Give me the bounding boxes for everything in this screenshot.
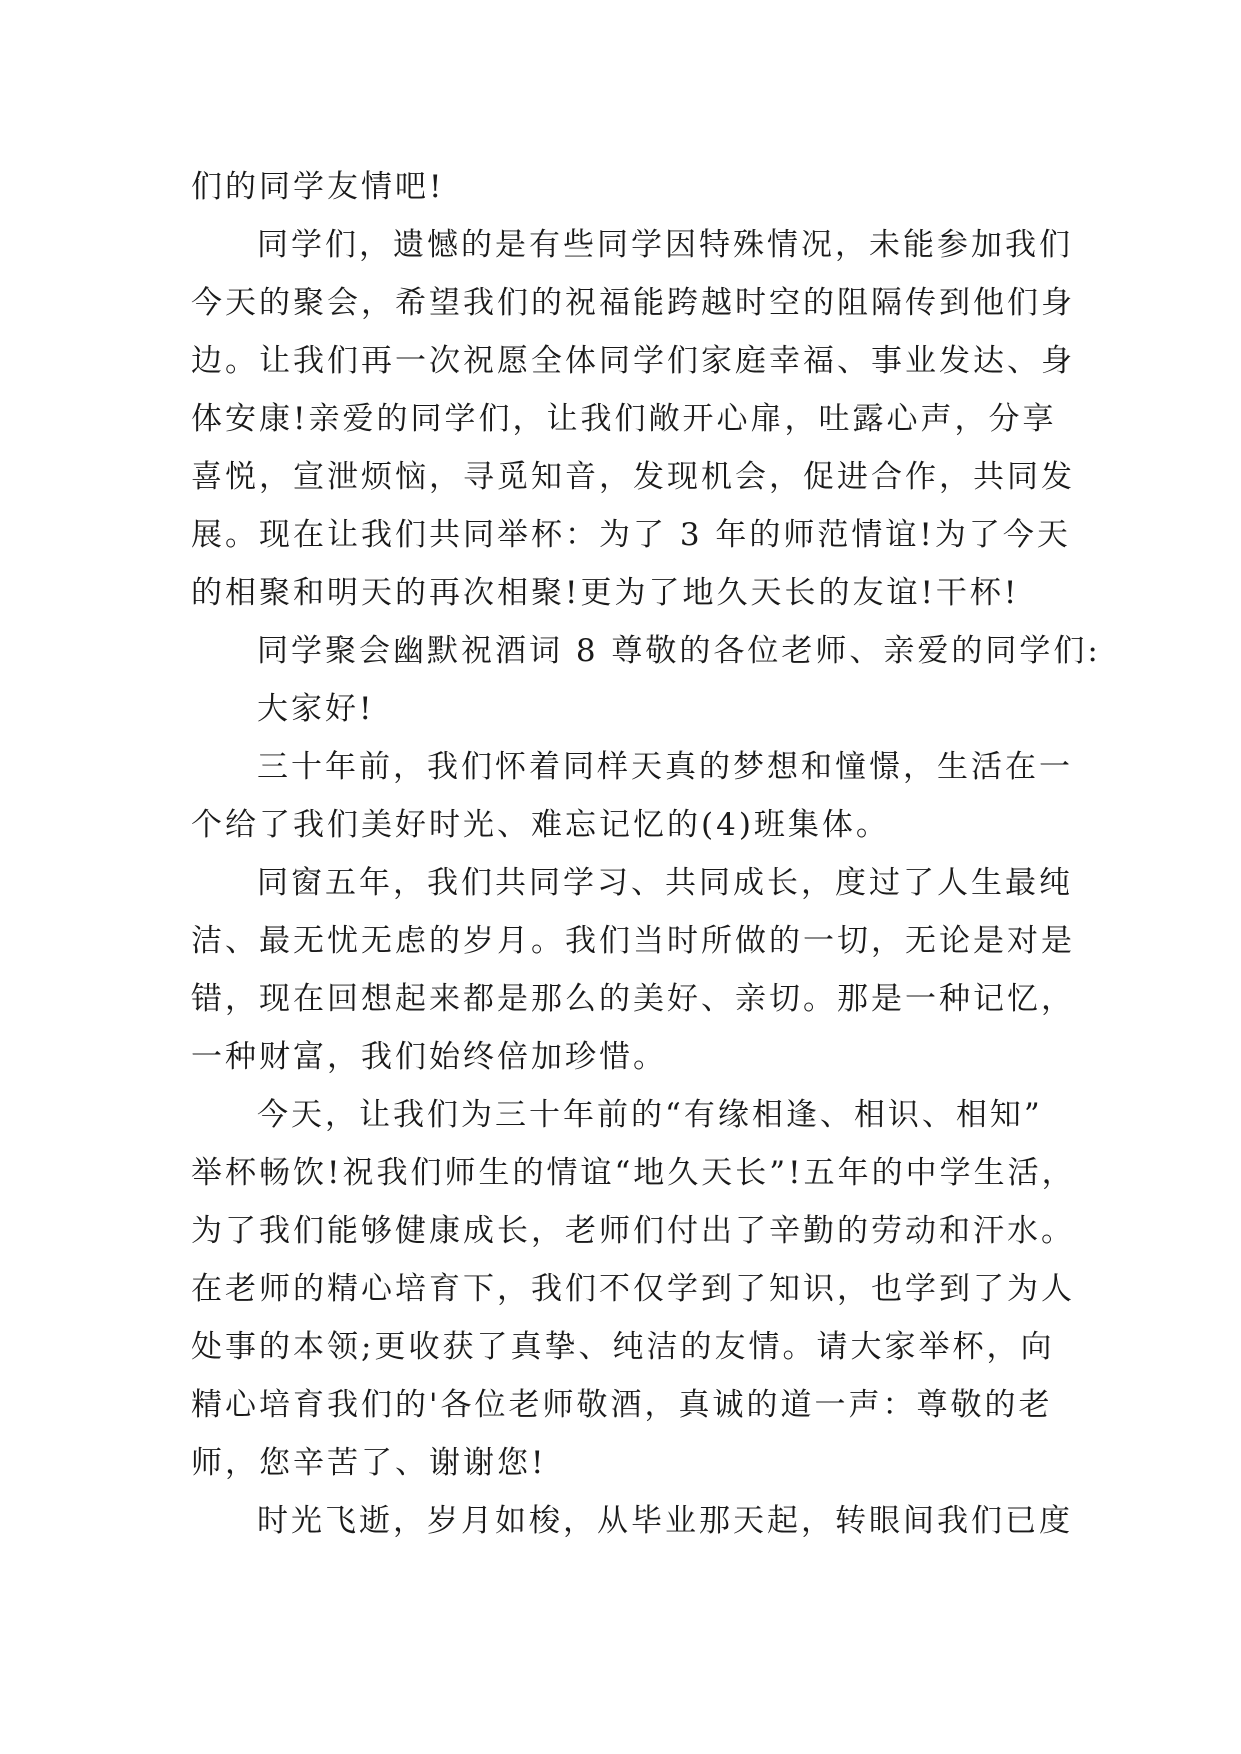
text-line: 大家好! [257, 691, 375, 727]
text-line: 师，您辛苦了、谢谢您! [191, 1445, 547, 1481]
text-line: 处事的本领;更收获了真挚、纯洁的友情。请大家举杯，向 [191, 1329, 1055, 1365]
text-line: 今天的聚会，希望我们的祝福能跨越时空的阻隔传到他们身 [191, 285, 1075, 321]
text-line: 同学们，遗憾的是有些同学因特殊情况，未能参加我们 [257, 227, 1073, 263]
paragraph [191, 1086, 1076, 1492]
text-line: 时光飞逝，岁月如梭，从毕业那天起，转眼间我们已度 [257, 1503, 1073, 1539]
paragraph [191, 854, 1075, 1086]
text-line: 们的同学友情吧! [191, 169, 445, 205]
text-line: 体安康!亲爱的同学们，让我们敞开心扉，吐露心声，分享 [191, 401, 1057, 437]
text-line: 边。让我们再一次祝愿全体同学们家庭幸福、事业发达、身 [191, 343, 1075, 379]
paragraph [191, 158, 1051, 216]
text-line: 三十年前，我们怀着同样天真的梦想和憧憬，生活在一 [257, 749, 1073, 785]
text-line: 展。现在让我们共同举杯：为了 3 年的师范情谊!为了今天 [191, 517, 1071, 553]
paragraph [191, 738, 1073, 854]
text-line: 精心培育我们的'各位老师敬酒，真诚的道一声：尊敬的老 [191, 1387, 1053, 1423]
text-line: 同学聚会幽默祝酒词 8 尊敬的各位老师、亲爱的同学们: [257, 633, 1101, 669]
text-line: 洁、最无忧无虑的岁月。我们当时所做的一切，无论是对是 [191, 923, 1075, 959]
paragraph [191, 1492, 1073, 1550]
text-line: 的相聚和明天的再次相聚!更为了地久天长的友谊!干杯! [191, 575, 1020, 611]
text-line: 为了我们能够健康成长，老师们付出了辛勤的劳动和汗水。 [191, 1213, 1075, 1249]
text-line: 同窗五年，我们共同学习、共同成长，度过了人生最纯 [257, 865, 1073, 901]
text-line: 喜悦，宣泄烦恼，寻觅知音，发现机会，促进合作，共同发 [191, 459, 1075, 495]
text-line: 在老师的精心培育下，我们不仅学到了知识，也学到了为人 [191, 1271, 1075, 1307]
text-line: 错，现在回想起来都是那么的美好、亲切。那是一种记忆， [191, 981, 1075, 1017]
paragraph-heading [191, 622, 1101, 680]
text-line: 个给了我们美好时光、难忘记忆的(4)班集体。 [191, 807, 890, 843]
text-line: 今天，让我们为三十年前的“有缘相逢、相识、相知” [257, 1097, 1043, 1133]
paragraph [191, 216, 1075, 622]
paragraph-greeting [191, 680, 1051, 738]
document-body [191, 158, 1101, 1550]
text-line: 一种财富，我们始终倍加珍惜。 [191, 1039, 667, 1075]
text-line: 举杯畅饮!祝我们师生的情谊“地久天长”!五年的中学生活， [191, 1155, 1076, 1191]
